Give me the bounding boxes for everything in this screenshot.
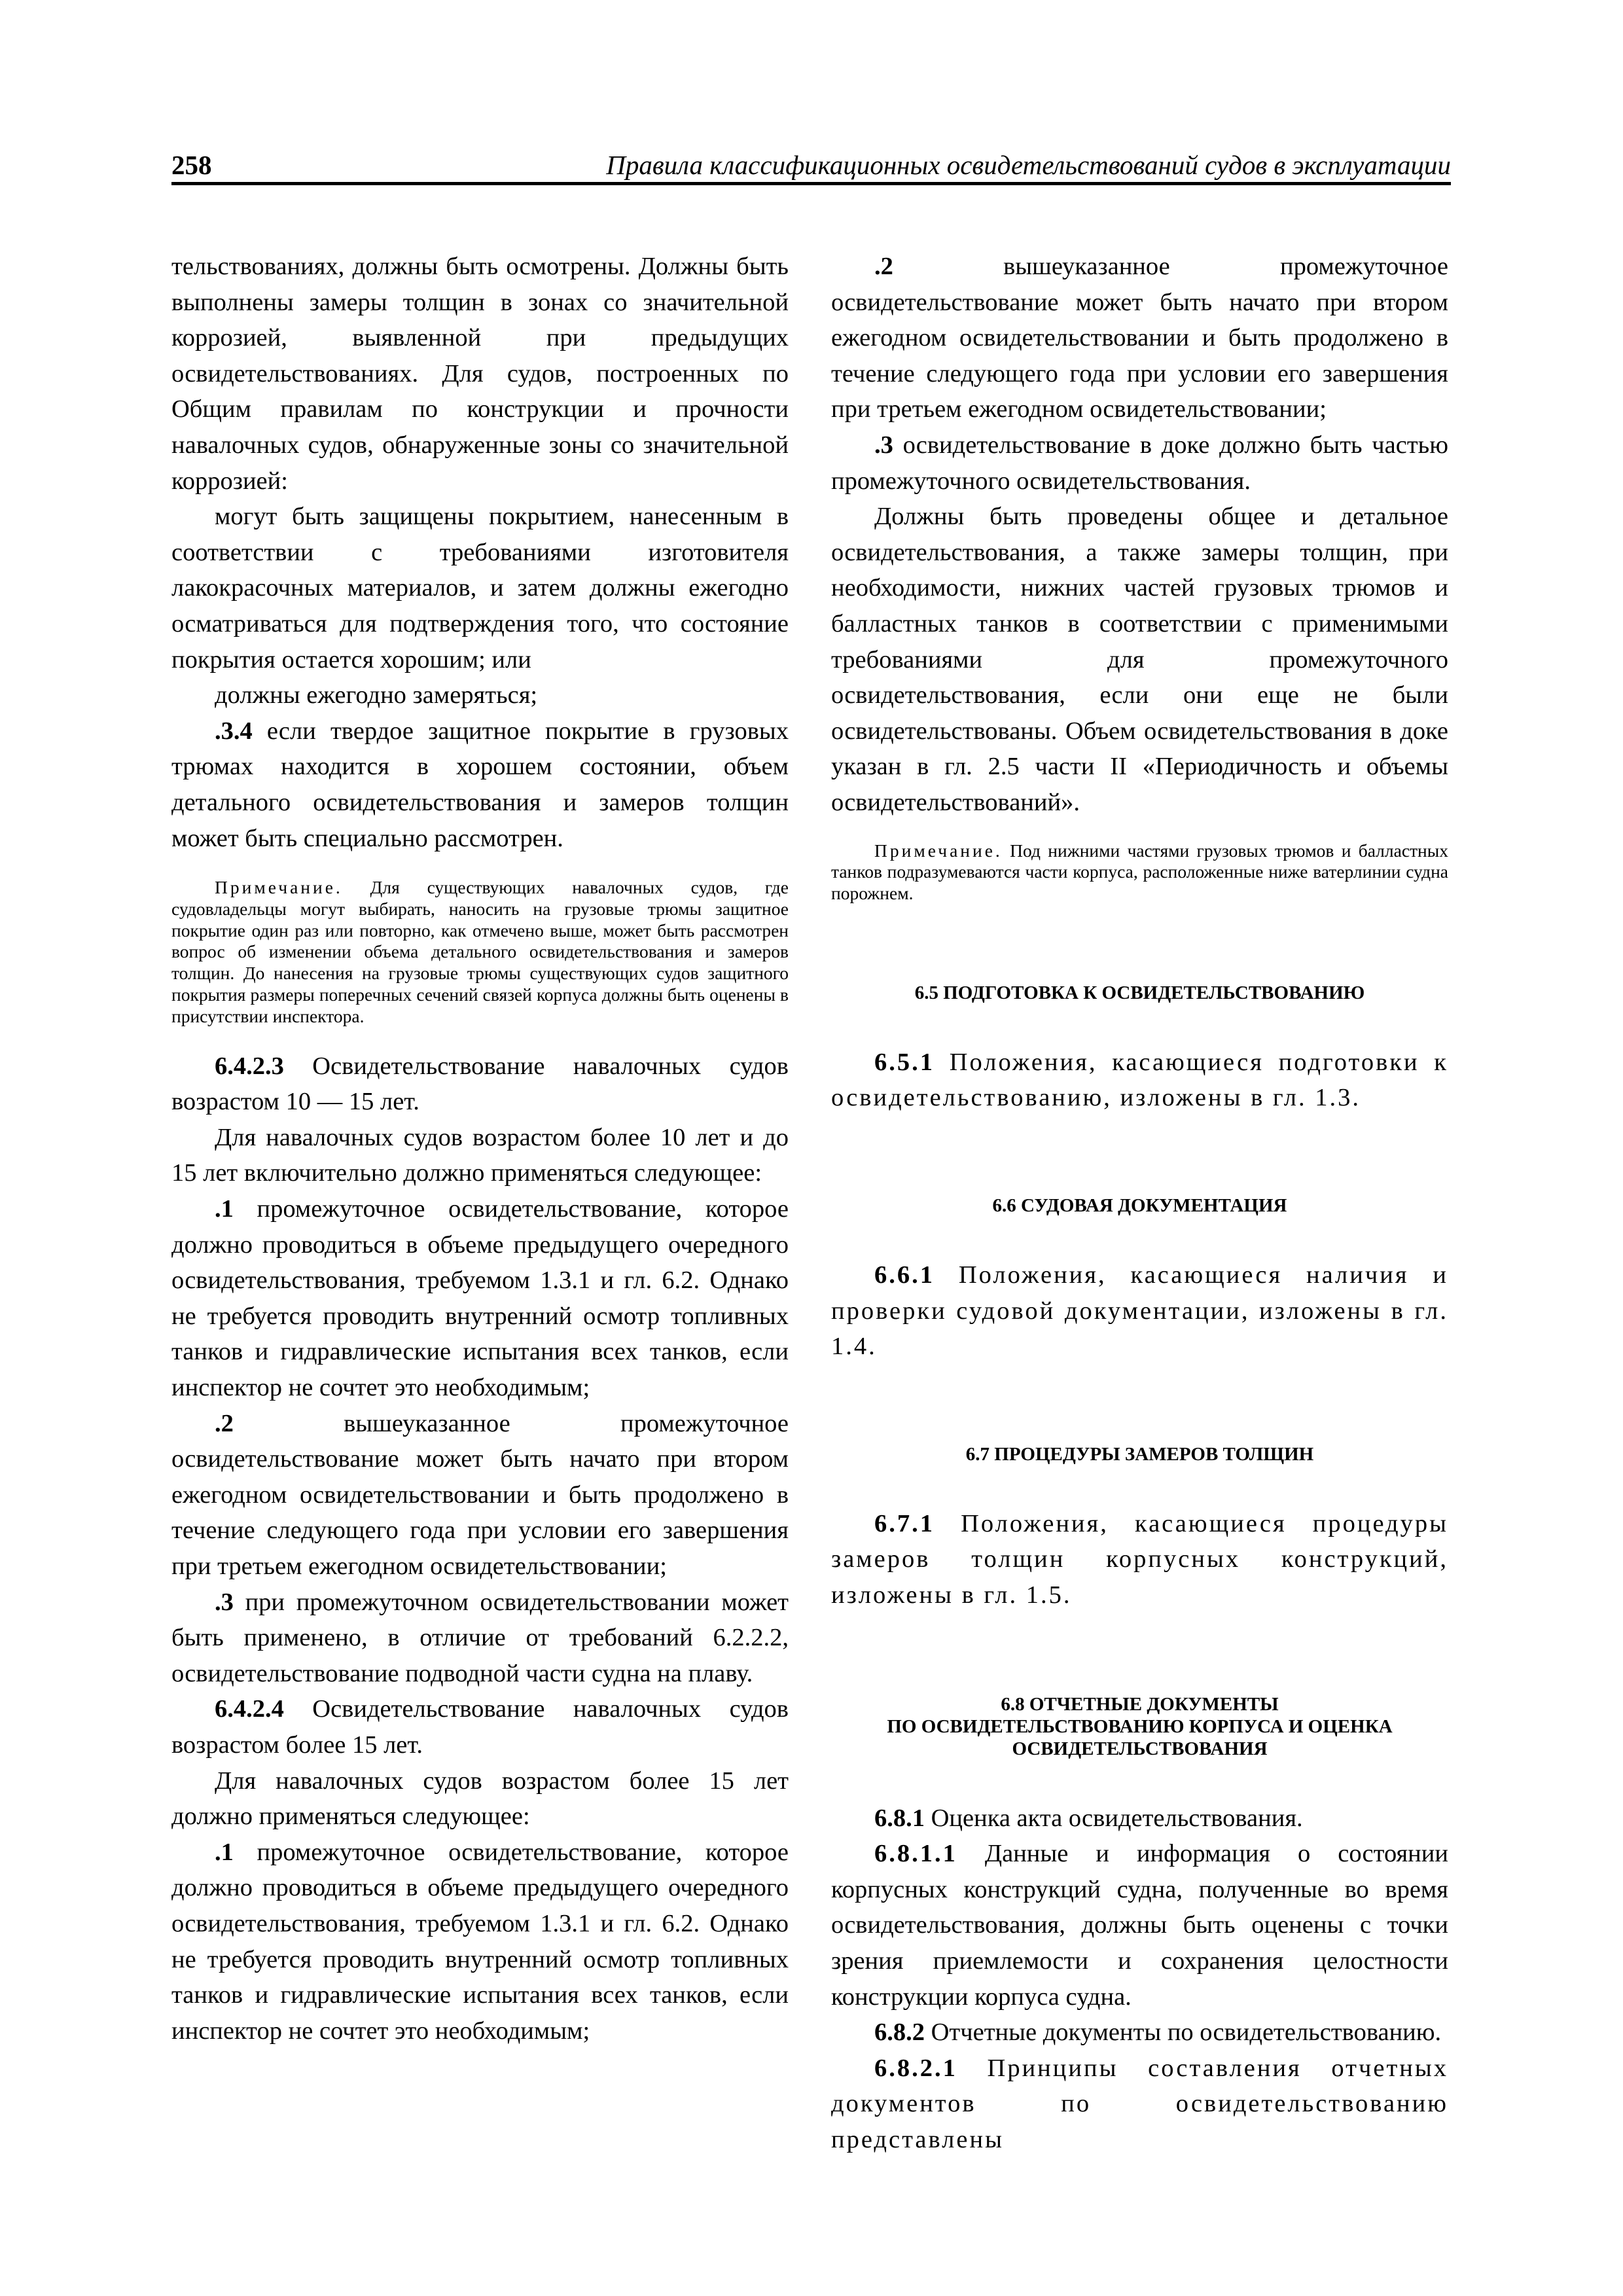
list-item: .1 промежуточное освидетельствование, которое должно проводиться в объеме предыдущего очередного освидетельствования, требуемом 1.3.1 и гл. 6.2. Однако не требуется проводить внутренний осмотр топливных танков и гидравлические испытания всех танков, если инспектор не сочтет это необходимым;: [171, 1195, 789, 1402]
paragraph: .3.4 если твердое защитное покрытие в грузовых трюмах находится в хорошем состоянии, объем детального освидетельствования и замеров толщин может быть специально рассмотрен.: [171, 717, 789, 852]
paragraph: Для навалочных судов возрастом более 10 лет и до 15 лет включительно должно применяться следующее:: [171, 1123, 789, 1187]
paragraph: 6.5.1 Положения, касающиеся подготовки к освидетельствованию, изложены в гл. 1.3.: [831, 1048, 1448, 1112]
clause-number: 6.4.2.3: [215, 1052, 284, 1080]
running-title: Правила классификационных освидетельствований судов в эксплуатации: [606, 150, 1451, 180]
heading-6-7: 6.7 ПРОЦЕДУРЫ ЗАМЕРОВ ТОЛЩИН: [965, 1443, 1314, 1465]
note-label: Примечание.: [215, 877, 343, 898]
left-column: [171, 249, 789, 2049]
paragraph: 6.8.2.1 Принципы составления отчетных документов по освидетельствованию представлены: [831, 2054, 1448, 2153]
list-item: .3 освидетельствование в доке должно быть частью промежуточного освидетельствования.: [831, 431, 1448, 495]
right-column: [831, 249, 1448, 2158]
paragraph: должны ежегодно замеряться;: [215, 681, 538, 709]
heading-6-6: 6.6 СУДОВАЯ ДОКУМЕНТАЦИЯ: [992, 1195, 1287, 1217]
list-item: .2 вышеуказанное промежуточное освидетельствование может быть начато при втором ежегодном освидетельствовании и быть продолжено в течение следующего года при условии его завершения при третьем ежегодном освидетельствовании;: [171, 1409, 789, 1580]
paragraph: Должны быть проведены общее и детальное освидетельствования, а также замеры толщин, при необходимости, нижних частей грузовых трюмов и балластных танков в соответствии с применимыми требованиями для промежуточного освидетельствования, если они еще не были освидетельствованы. Объем освидетельствования в доке указан в гл. 2.5 части II «Периодичность и объемы освидетельствований».: [831, 503, 1448, 816]
paragraph: 6.8.2 Отчетные документы по освидетельствованию.: [874, 2018, 1442, 2047]
paragraph: Для навалочных судов возрастом более 15 лет должно применяться следующее:: [171, 1767, 789, 1831]
paragraph: 6.8.1.1 Данные и информация о состоянии корпусных конструкций судна, полученные во время освидетельствования, должны быть оценены с точки зрения приемлемости и сохранения целостности конструкции корпуса судна.: [831, 1840, 1448, 2011]
section-6-4-2-4: 6.4.2.4 Освидетельствование навалочных судов возрастом более 15 лет.: [171, 1695, 789, 1759]
paragraph: 6.6.1 Положения, касающиеся наличия и проверки судовой документации, изложены в гл. 1.4.: [831, 1261, 1448, 1361]
running-header: [171, 149, 1451, 185]
note: [831, 840, 1448, 905]
section-6-4-2-3: 6.4.2.3 Освидетельствование навалочных судов возрастом 10 — 15 лет.: [171, 1052, 789, 1116]
paragraph: тельствованиях, должны быть осмотрены. Должны быть выполнены замеры толщин в зонах со значительной коррозией, выявленной при предыдущих освидетельствованиях. Для судов, построенных по Общим правилам по конструкции и прочности навалочных судов, обнаруженные зоны со значительной коррозией:: [171, 253, 789, 495]
paragraph: 6.8.1 Оценка акта освидетельствования.: [874, 1804, 1303, 1832]
list-item: .3 при промежуточном освидетельствовании может быть применено, в отличие от требований 6.2.2.2, освидетельствование подводной части судна на плаву.: [171, 1588, 789, 1687]
page-number: 258: [171, 150, 212, 180]
list-item: .1 промежуточное освидетельствование, которое должно проводиться в объеме предыдущего очередного освидетельствования, требуемом 1.3.1 и гл. 6.2. Однако не требуется проводить внутренний осмотр топливных танков и гидравлические испытания всех танков, если инспектор не сочтет это необходимым;: [171, 1838, 789, 2045]
note-text: Под нижними частями грузовых трюмов и балластных танков подразумеваются части корпуса, расположенные ниже ватерлинии судна порожнем.: [831, 840, 1448, 904]
paragraph: могут быть защищены покрытием, нанесенным в соответствии с требованиями изготовителя лакокрасочных материалов, и затем должны ежегодно осматриваться для подтверждения того, что состояние покрытия остается хорошим; или: [171, 503, 789, 673]
clause-number: 6.4.2.4: [215, 1695, 284, 1723]
clause-number: .3.4: [215, 717, 253, 745]
heading-6-8: 6.8 ОТЧЕТНЫЕ ДОКУМЕНТЫ ПО ОСВИДЕТЕЛЬСТВОВАНИЮ КОРПУСА И ОЦЕНКА ОСВИДЕТЕЛЬСТВОВАНИЯ: [887, 1693, 1393, 1759]
note: [171, 877, 789, 1028]
paragraph: 6.7.1 Положения, касающиеся процедуры замеров толщин корпусных конструкций, изложены в гл. 1.5.: [831, 1509, 1448, 1609]
list-item: .2 вышеуказанное промежуточное освидетельствование может быть начато при втором ежегодном освидетельствовании и быть продолжено в течение следующего года при условии его завершения при третьем ежегодном освидетельствовании;: [831, 253, 1448, 423]
note-text: Для существующих навалочных судов, где судовладельцы могут выбирать, наносить на грузовые трюмы защитное покрытие один раз или повторно, как отмечено выше, может быть рассмотрен вопрос об изменении объема детального освидетельствования и замеров толщин. До нанесения на грузовые трюмы существующих судов защитного покрытия размеры поперечных сечений связей корпуса должны быть оценены в присутствии инспектора.: [171, 877, 789, 1026]
note-label: Примечание.: [874, 840, 1003, 861]
heading-6-5: 6.5 ПОДГОТОВКА К ОСВИДЕТЕЛЬСТВОВАНИЮ: [914, 982, 1365, 1003]
